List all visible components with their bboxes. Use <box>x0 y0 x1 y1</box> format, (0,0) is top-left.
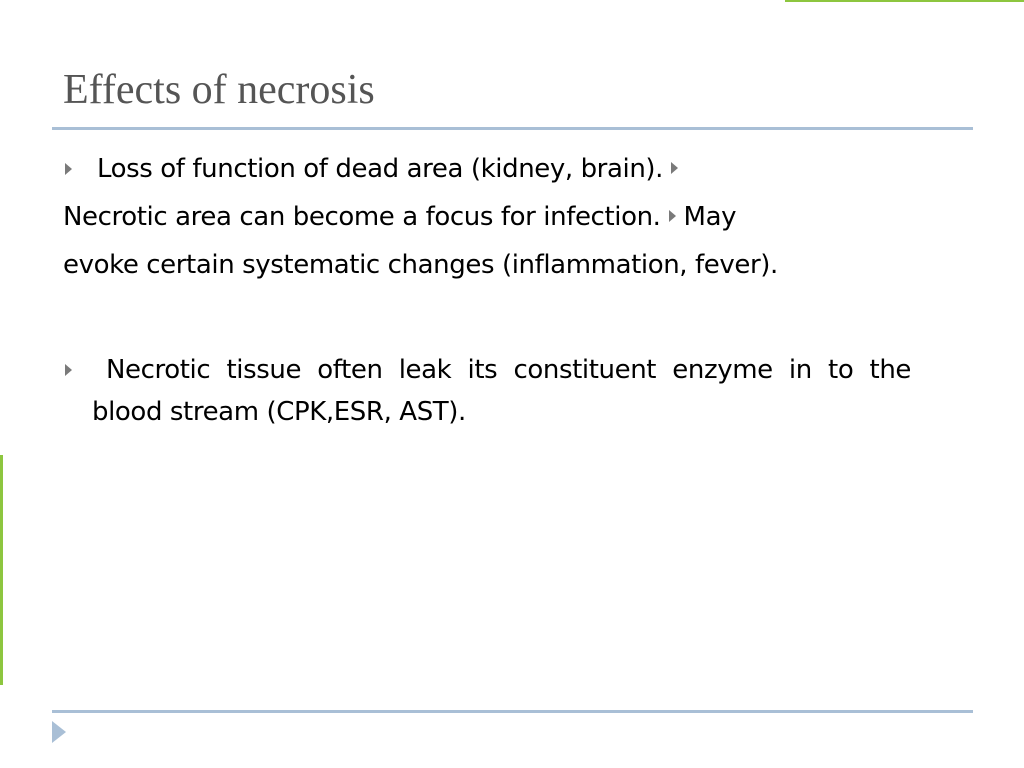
top-accent-bar <box>785 0 1024 2</box>
footer-divider <box>52 710 973 713</box>
bullet-text-2: Necrotic area can become a focus for infection. <box>63 202 661 232</box>
inline-bullet-arrow-icon <box>669 210 676 222</box>
bullet-arrow-icon <box>65 364 72 376</box>
bullet-paragraph-1 <box>63 145 933 289</box>
slide-title: Effects of necrosis <box>63 67 375 113</box>
inline-bullet-arrow-icon <box>671 162 678 174</box>
bullet-text-2-tail: May <box>683 202 737 232</box>
bullet-line-3 <box>63 241 933 289</box>
bullet-line-2 <box>63 193 933 241</box>
play-arrow-icon <box>52 721 66 743</box>
bullet-text-1: Loss of function of dead area (kidney, brain). <box>97 154 664 184</box>
bullet-line-1 <box>63 145 933 193</box>
bullet-paragraph-2: Necrotic tissue often leak its constituent enzyme in to the blood stream (CPK,ESR, AST). <box>92 355 911 427</box>
title-divider <box>52 127 973 130</box>
left-accent-bar <box>0 455 3 685</box>
bullet-text-3: evoke certain systematic changes (inflammation, fever). <box>63 250 778 280</box>
